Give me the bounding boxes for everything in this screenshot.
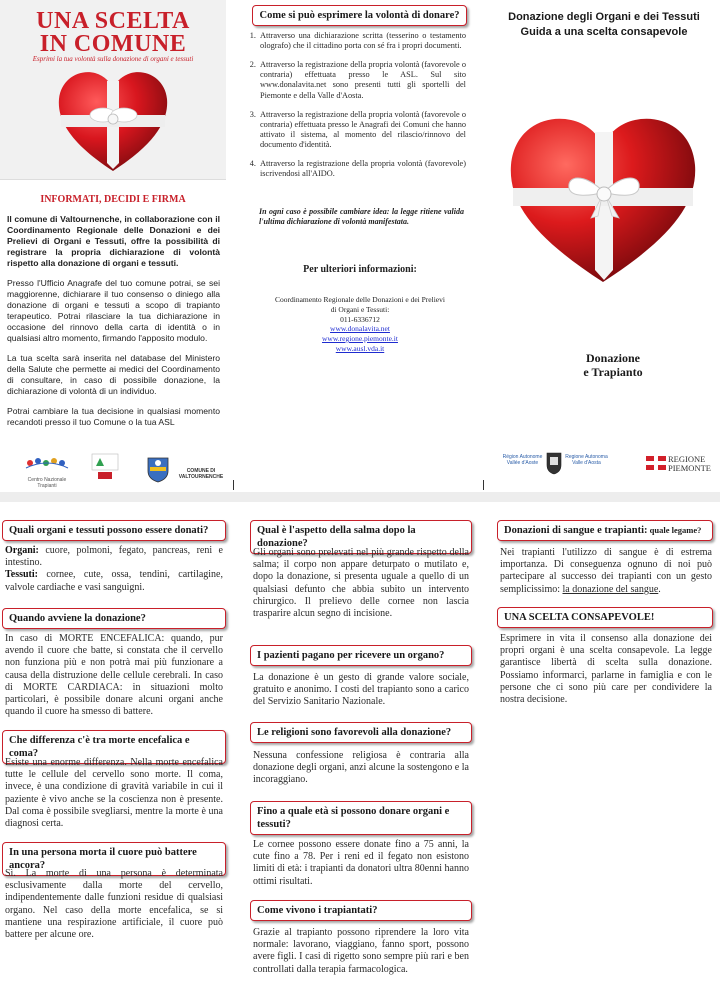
logo-vda-2: Regione Autonoma Valle d'Aosta bbox=[565, 454, 608, 466]
q-aspetto-salma: Qual è l'aspetto della salma dopo la donazione? bbox=[250, 520, 472, 554]
how-to-item-3: 3. Attraverso la registrazione della propria volontà (favorevole o contraria) effettuata presso le Anagrafi dei Comuni che hanno attivato il sistema, al momento del rilascio/rinnovo del documento d'identità. bbox=[258, 110, 466, 150]
vda-crest-icon bbox=[546, 451, 562, 475]
how-to-item-4: 4. Attraverso la registrazione della propria volontà (favorevole) iscrivendosi all'AIDO. bbox=[258, 159, 466, 179]
q-differenza-coma: Che differenza c'è tra morte encefalica e coma? bbox=[2, 730, 226, 764]
cnt-logo-icon bbox=[22, 454, 72, 472]
contact-org-line-1: Coordinamento Regionale delle Donazioni e dei Prelievi bbox=[275, 295, 445, 304]
back-column-2 bbox=[246, 502, 482, 997]
how-to-item-1: 1. Attraverso una dichiarazione scritta (tesserino o testamento olografo) che il cittadino porta con sé fra i propri documenti. bbox=[258, 31, 466, 51]
panel-cover bbox=[0, 0, 232, 490]
big-heart-gift-image bbox=[503, 110, 703, 290]
a-aspetto-salma: Gli organi sono prelevati nel più grande rispetto della salma; il corpo non appare deturpato o mutilato e, dopo la donazione, si presenta uguale a quello di un qualsiasi defunto che abbia subito un intervento chirurgico. Il prelievo delle cornee non lascia trasparire alcun segno di incisione. bbox=[253, 547, 469, 619]
info-para-1: Il comune di Valtournenche, in collaborazione con il Coordinamento Regionale delle Donazioni e dei Prelievi di Organi e Tessuti, offre la possibilità di registrare la propria dichiarazione di volontà rispetto alla donazione di organi e tessuti. bbox=[7, 214, 220, 268]
contact-org-line-2: di Organi e Tessuti: bbox=[330, 304, 390, 314]
a-quando-donazione: In caso di MORTE ENCEFALICA: quando, pur avendo il cuore che batte, si constata che il cervello non funziona più e non potrà mai più funzionare a causa della distruzione delle cellule cerebrali. In caso di MORTE CARDIACA: in situazioni molto particolari, è possibile donare alcuni organi anche quando il cuore ha smesso di battere. bbox=[5, 633, 223, 718]
section-heading: INFORMATI, DECIDI E FIRMA bbox=[40, 194, 186, 205]
back-column-3 bbox=[494, 502, 720, 997]
piemonte-flag-icon bbox=[646, 456, 666, 470]
q-quando-donazione: Quando avviene la donazione? bbox=[2, 608, 226, 629]
fold-line-2 bbox=[483, 480, 484, 490]
a-pazienti-pagano: La donazione è un gesto di grande valore sociale, gratuito e anonimo. I costi del trapianto sono a carico del Servizio Sanitario Nazionale. bbox=[253, 672, 469, 708]
a-eta-donazione: Le cornee possono essere donate fino a 75 anni, la cute fino a 78. Per i reni ed il fegato non esistono limiti di età: i trapianti da donatori ultra 80enni hanno ottimi risultati. bbox=[253, 839, 469, 887]
fold-line-1 bbox=[233, 480, 234, 490]
aido-logo-icon bbox=[90, 452, 120, 482]
sheet-divider bbox=[0, 492, 720, 502]
front-caption: Donazione e Trapianto bbox=[583, 351, 643, 379]
cover-title: UNA SCELTA IN COMUNE bbox=[36, 8, 190, 57]
a-differenza-coma: Esiste una enorme differenza. Nella morte encefalica tutte le cellule del cervello sono morte. Il coma, invece, è una condizione di gravità variabile in cui il paziente è vivo anche se la coscienza non è presente. Dal coma è possibile svegliarsi, mentre la morte è una diagnosi certa. bbox=[5, 757, 223, 829]
logo-cnt: Centro Nazionale Trapianti bbox=[22, 454, 72, 480]
link-donazione-sangue[interactable]: la donazione del sangue bbox=[562, 583, 659, 595]
cover-area bbox=[0, 0, 226, 180]
regione-piemonte-label: REGIONE PIEMONTE bbox=[668, 454, 711, 473]
how-to-list bbox=[242, 31, 466, 188]
info-para-2: Presso l'Ufficio Anagrafe del tuo comune potrai, se sei maggiorenne, dichiarare il tuo consenso o diniego alla donazione di organi e tessuti a scopo di trapianto terapeutico. Potrai rilasciare la tua dichiarazione in occasione del rinnovo della carta di identità o in qualsiasi altro momento, firmando l'apposito modulo. bbox=[7, 278, 220, 343]
more-info-title: Per ulteriori informazioni: bbox=[303, 264, 417, 275]
panel-front bbox=[488, 0, 720, 490]
info-text bbox=[7, 214, 220, 437]
a-religioni: Nessuna confessione religiosa è contraria alla donazione degli organi, anzi alcune la sostengono e la incoraggiano. bbox=[253, 750, 469, 786]
a-come-vivono: Grazie al trapianto possono riprendere la loro vita normale: lavorano, viaggiano, fanno sport, possono avere figli. I casi di rigetto sono sempre più rari e ben controllati dalla terapia farmacologica. bbox=[253, 927, 469, 975]
a-cuore-batte: Sì. La morte di una persona è determinata esclusivamente dalla morte del cervello, indipendentemente dalle funzioni residue di qualsiasi organo. Nel caso della morte encefalica, se si mantiene una respirazione artificiale, il cuore può battere per alcune ore. bbox=[5, 868, 223, 940]
info-para-4: Potrai cambiare la tua decisione in qualsiasi momento recandoti presso il tuo Comune o la tua ASL bbox=[7, 406, 220, 427]
how-to-item-2: 2. Attraverso la registrazione della propria volontà (favorevole o contraria) effettuata presso le ASL. Sul sito www.donalavita.net sono presenti tutti gli sportelli del Piemonte e della Valle d'Aosta. bbox=[258, 60, 466, 100]
q-organi-tessuti: Quali organi e tessuti possono essere donati? bbox=[2, 520, 226, 541]
q-cuore-batte: In una persona morta il cuore può battere ancora? bbox=[2, 842, 226, 876]
cover-subtitle: Esprimi la tua volontà sulla donazione di organi e tessuti bbox=[32, 55, 194, 63]
panel-how-to bbox=[242, 0, 478, 490]
front-title: Donazione degli Organi e dei Tessuti Guida a una scelta consapevole bbox=[508, 11, 700, 39]
contact-block bbox=[242, 295, 478, 354]
change-mind-note: In ogni caso è possibile cambiare idea: la legge ritiene valida l'ultima dichiarazione di volontà manifestata. bbox=[259, 207, 464, 226]
logo-comune-label: COMUNE DI VALTOURNENCHE bbox=[178, 468, 224, 480]
back-column-1 bbox=[0, 502, 236, 997]
a-scelta-consapevole: Esprimere in vita il consenso alla donazione dei propri organi è una scelta consapevole. La legge garantisce libertà di scelta sulla donazione. Possiamo informarci, parlarne in famiglia e con le persone che ci sono più care per condividere la nostra decisione. bbox=[500, 633, 712, 705]
q-pazienti-pagano: I pazienti pagano per ricevere un organo? bbox=[250, 645, 472, 666]
link-regione-piemonte[interactable]: www.regione.piemonte.it bbox=[322, 334, 398, 343]
logo-vda-1: Région Autonome Vallée d'Aoste bbox=[502, 454, 543, 466]
q-religioni: Le religioni sono favorevoli alla donazione? bbox=[250, 722, 472, 743]
q-sangue-trapianti: Donazioni di sangue e trapianti: quale legame? bbox=[497, 520, 713, 541]
how-to-heading: Come si può esprimere la volontà di donare? bbox=[252, 5, 467, 26]
q-eta-donazione: Fino a quale età si possono donare organi e tessuti? bbox=[250, 801, 472, 835]
link-ausl-vda[interactable]: www.ausl.vda.it bbox=[335, 343, 385, 353]
contact-phone: 011-6336712 bbox=[340, 314, 380, 324]
q-scelta-consapevole: UNA SCELTA CONSAPEVOLE! bbox=[497, 607, 713, 628]
heart-gift-image bbox=[53, 67, 173, 177]
valtournenche-crest-icon bbox=[146, 455, 170, 483]
info-para-3: La tua scelta sarà inserita nel database del Ministero della Salute che permette ai medici del Coordinamento di consultare, in caso di possibile donazione, la dichiarazione di volontà di un individuo. bbox=[7, 353, 220, 396]
a-sangue-trapianti: Nei trapianti l'utilizzo di sangue è di estrema importanza. Di conseguenza ognuno di noi può partecipare al successo dei trapianti con un gesto semplicissimo: la donazione del sangue. bbox=[500, 547, 712, 595]
link-donalavita[interactable]: www.donalavita.net bbox=[330, 324, 390, 334]
a-organi-tessuti: Organi: cuore, polmoni, fegato, pancreas, reni e intestino. Tessuti: cornee, cute, ossa, tendini, cartilagine, valvole cardiache e vasi sanguigni. bbox=[5, 545, 223, 593]
q-come-vivono: Come vivono i trapiantati? bbox=[250, 900, 472, 921]
